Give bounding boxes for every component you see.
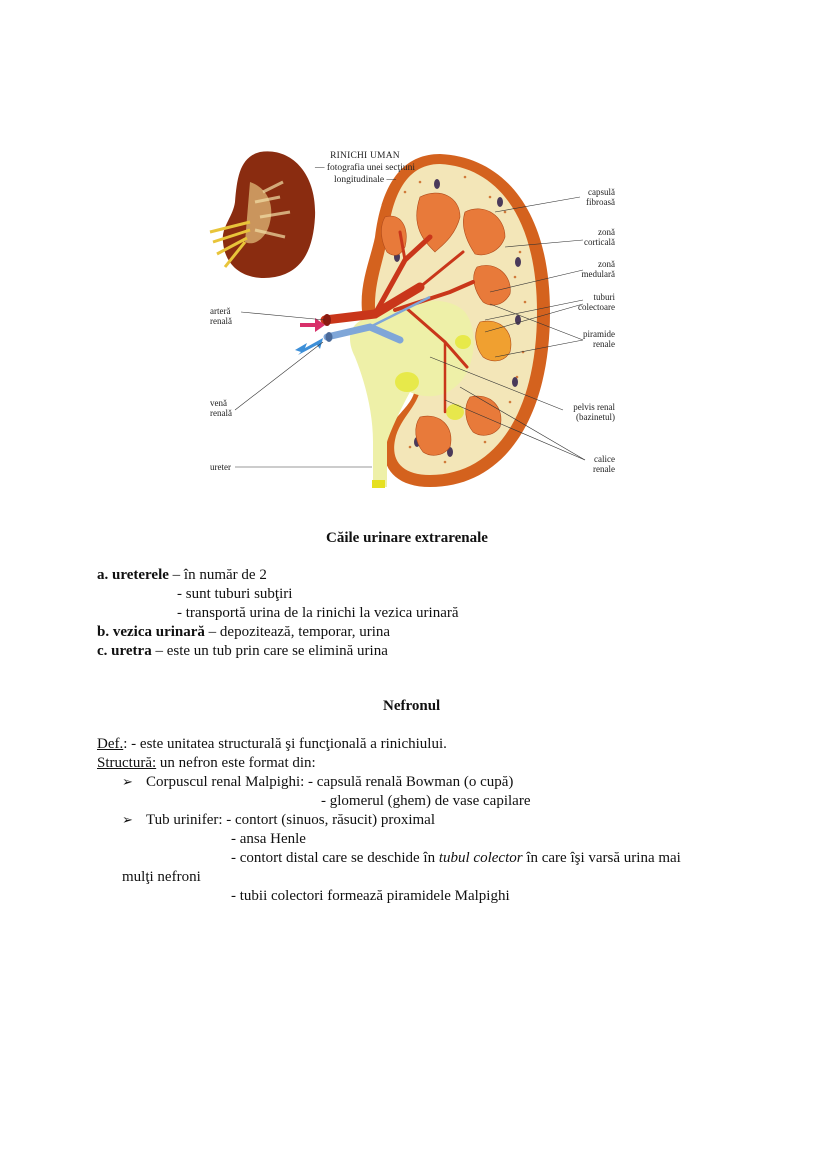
kidney-photo bbox=[210, 151, 315, 278]
label-line: venă bbox=[210, 398, 227, 408]
term-vezica-urinara: b. vezica urinară bbox=[97, 624, 205, 640]
label-pelvis-renal bbox=[550, 402, 615, 422]
structure-text: un nefron este format din: bbox=[156, 755, 316, 771]
label-zona-corticala bbox=[565, 227, 615, 247]
label-vena-renala bbox=[210, 398, 250, 418]
label-line: arteră bbox=[210, 306, 231, 316]
label-line: fibroasă bbox=[586, 197, 615, 207]
figure-title-line2: — fotografia unei secţiuni bbox=[315, 163, 415, 173]
figure-title-line3: longitudinale — bbox=[333, 175, 396, 185]
label-line: medulară bbox=[581, 269, 615, 279]
kidney-figure bbox=[205, 142, 620, 494]
arrow-bullet-icon: ➢ bbox=[122, 812, 133, 827]
desc-vezica-urinara: – depozitează, temporar, urina bbox=[204, 624, 391, 640]
desc-uretra: – este un tub prin care se elimină urina bbox=[151, 643, 388, 659]
item-ureterele-sub1: - sunt tuburi subţiri bbox=[177, 586, 293, 602]
term-ureterele: a. ureterele bbox=[97, 567, 169, 583]
sub2-italic: tubul colector bbox=[438, 850, 523, 866]
tub-urinifer-sub1: - ansa Henle bbox=[231, 831, 306, 847]
label-line: renale bbox=[593, 464, 615, 474]
def-text: : - este unitatea structurală şi funcţională a rinichiului. bbox=[123, 736, 447, 752]
sub2-pre: - contort distal care se deschide în bbox=[231, 850, 439, 866]
structure-label: Structură: bbox=[97, 755, 157, 771]
label-line: calice bbox=[594, 454, 615, 464]
bullet-tub-urinifer bbox=[122, 811, 435, 829]
label-line: piramide bbox=[583, 329, 615, 339]
label-tuburi-colectoare bbox=[555, 292, 615, 312]
label-calice-renale bbox=[565, 454, 615, 474]
label-line: zonă bbox=[598, 259, 615, 269]
label-line: capsulă bbox=[588, 187, 615, 197]
kidney-illustration bbox=[205, 142, 620, 494]
figure-title-line1: RINICHI UMAN bbox=[330, 151, 400, 161]
tub-urinifer-sub3: - tubii colectori formează piramidele Malpighi bbox=[231, 888, 510, 904]
label-line: renală bbox=[210, 408, 232, 418]
bullet-corpuscul bbox=[122, 773, 513, 791]
tub-urinifer-wrap: mulţi nefroni bbox=[122, 869, 201, 885]
figure-title bbox=[310, 150, 420, 186]
label-line: renală bbox=[210, 316, 232, 326]
term-uretra: c. uretra bbox=[97, 643, 152, 659]
label-line: colectoare bbox=[578, 302, 615, 312]
label-line: tuburi bbox=[593, 292, 615, 302]
definition-line bbox=[97, 735, 447, 753]
structure-line bbox=[97, 754, 316, 772]
tub-urinifer-text: Tub urinifer: - contort (sinuos, răsucit) proximal bbox=[146, 812, 435, 828]
label-line: pelvis renal bbox=[573, 402, 615, 412]
label-line: (bazinetul) bbox=[576, 412, 615, 422]
section-heading-nefronul: Nefronul bbox=[383, 698, 441, 714]
def-label: Def. bbox=[97, 736, 124, 752]
label-zona-medulara bbox=[565, 259, 615, 279]
desc-ureterele: – în număr de 2 bbox=[168, 567, 267, 583]
corpuscul-sub: - glomerul (ghem) de vase capilare bbox=[321, 793, 531, 809]
label-capsula-fibroasa bbox=[565, 187, 615, 207]
corpuscul-text: Corpuscul renal Malpighi: - capsulă renală Bowman (o cupă) bbox=[146, 774, 514, 790]
item-ureterele bbox=[97, 566, 267, 584]
label-artera-renala bbox=[210, 306, 250, 326]
arrow-bullet-icon: ➢ bbox=[122, 774, 133, 789]
label-ureter: ureter bbox=[210, 462, 231, 472]
item-vezica-urinara bbox=[97, 623, 390, 641]
label-line: renale bbox=[593, 339, 615, 349]
section-heading-cai-urinare: Căile urinare extrarenale bbox=[326, 530, 488, 546]
label-piramide-renale bbox=[560, 329, 615, 349]
sub2-post: în care îşi varsă urina mai bbox=[522, 850, 681, 866]
label-line: corticală bbox=[584, 237, 615, 247]
label-line: zonă bbox=[598, 227, 615, 237]
tub-urinifer-sub2 bbox=[231, 849, 681, 867]
item-uretra bbox=[97, 642, 388, 660]
item-ureterele-sub2: - transportă urina de la rinichi la vezica urinară bbox=[177, 605, 459, 621]
